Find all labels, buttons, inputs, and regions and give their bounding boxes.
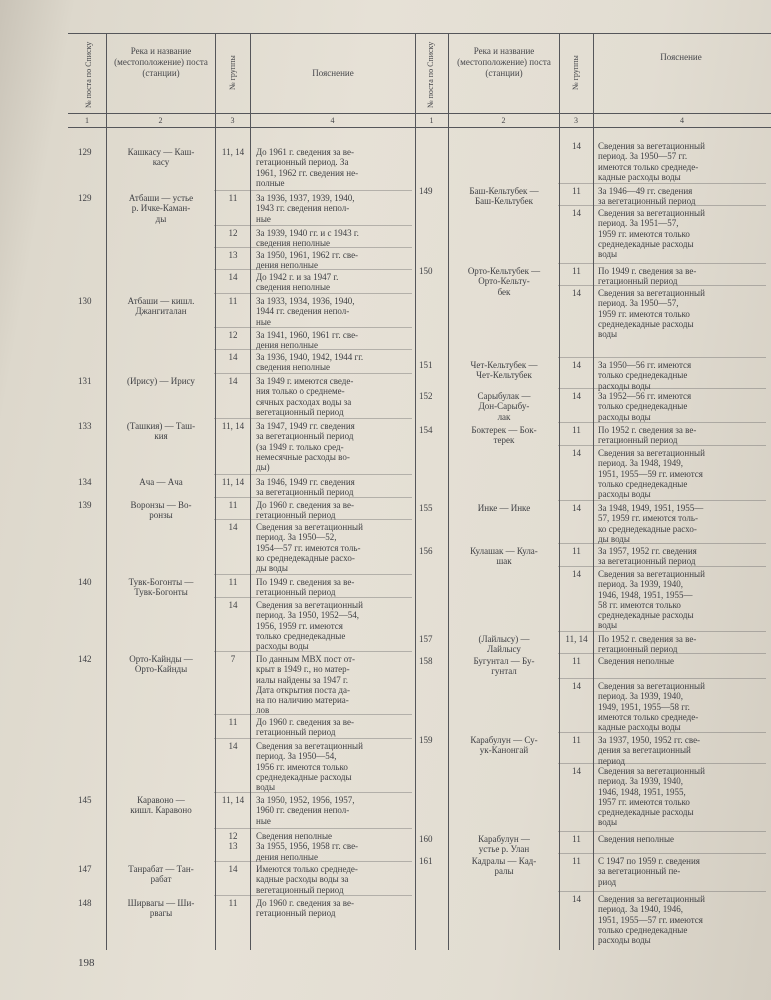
post-number: 134	[78, 477, 92, 487]
column-number: 2	[501, 116, 506, 125]
group-number: 11, 14	[221, 477, 245, 487]
station-name: Инке — Инке	[477, 503, 531, 513]
row-separator	[558, 831, 766, 832]
post-number: 133	[78, 421, 92, 431]
post-number: 147	[78, 864, 92, 874]
group-number: 14	[228, 272, 238, 282]
group-number: 14	[572, 569, 581, 579]
header-group-number: № группы	[228, 55, 237, 90]
group-number: 14	[572, 141, 581, 151]
row-separator	[558, 631, 766, 632]
explanation-text: До 1960 г. сведения за ве- гетационный период	[256, 717, 354, 738]
middle-divider	[415, 33, 416, 950]
explanation-text: С 1947 по 1959 г. сведения за вегетационный пе- риод	[598, 856, 700, 887]
col-divider	[215, 33, 216, 950]
row-separator	[214, 651, 412, 652]
explanation-text: За 1957, 1952 гг. сведения за вегетационный период	[598, 546, 697, 567]
group-number: 11	[228, 898, 238, 908]
explanation-text: До 1960 г. сведения за ве- гетационный период	[256, 898, 354, 919]
row-separator	[214, 293, 412, 294]
group-number: 11	[572, 186, 581, 196]
post-number: 156	[419, 546, 433, 556]
explanation-text: По 1952 г. сведения за ве- гетационный период	[598, 425, 697, 446]
row-separator	[214, 269, 412, 270]
post-number: 150	[419, 266, 433, 276]
column-number: 4	[330, 116, 335, 125]
explanation-text: Сведения неполные	[598, 656, 675, 666]
post-number: 140	[78, 577, 92, 587]
row-separator	[214, 574, 412, 575]
post-number: 131	[78, 376, 92, 386]
post-number: 154	[419, 425, 433, 435]
group-number: 13	[228, 250, 238, 260]
post-number: 159	[419, 735, 433, 745]
header-explanation: Пояснение	[660, 52, 702, 62]
station-name: (Лайлысу) — Лайлысу	[478, 634, 530, 655]
row-separator	[558, 357, 766, 358]
post-number: 157	[419, 634, 433, 644]
group-number: 14	[572, 766, 581, 776]
group-number: 14	[572, 208, 581, 218]
row-separator	[214, 474, 412, 475]
station-name: (Ташкия) — Таш- кия	[126, 421, 196, 442]
row-separator	[558, 853, 766, 854]
row-separator	[558, 653, 766, 654]
explanation-text: За 1946, 1949 гг. сведения за вегетационный период	[256, 477, 355, 498]
explanation-text: Сведения за вегетационный период. За 1951—57, 1959 гг. имеются только среднедекадные расходы воды	[598, 208, 705, 260]
explanation-text: Сведения за вегетационный период. За 1950—52, 1954—57 гг. имеются толь- ко среднедекадные расхо- ды воды	[256, 522, 363, 574]
station-name: Карабулун — Су- ук-Канонгай	[470, 735, 538, 756]
station-name: Ача — Ача	[139, 477, 183, 487]
explanation-text: За 1933, 1934, 1936, 1940, 1944 гг. сведения непол- ные	[256, 296, 355, 327]
group-number: 11, 14	[221, 795, 245, 805]
row-separator	[214, 418, 412, 419]
group-number: 14	[228, 864, 238, 874]
station-name: Сарыбулак — Дон-Сарыбу- лак	[477, 391, 531, 422]
post-number: 155	[419, 503, 433, 513]
explanation-text: Сведения за вегетационный период. За 1939, 1940, 1949, 1951, 1955—58 гг. имеются только среднеде- кадные расходы воды	[598, 681, 705, 733]
explanation-text: Сведения за вегетационный период. За 1950—54, 1956 гг. имеются только среднедекадные расходы воды	[256, 741, 363, 793]
station-name: Кадралы — Кад- ралы	[471, 856, 537, 877]
group-number: 14	[572, 503, 581, 513]
explanation-text: Сведения неполные За 1955, 1956, 1958 гг. све- дения неполные	[256, 831, 359, 862]
group-number: 11	[572, 834, 581, 844]
group-number: 12	[228, 330, 238, 340]
col-divider	[448, 33, 449, 950]
column-number: 2	[158, 116, 163, 125]
explanation-text: За 1941, 1960, 1961 гг. све- дения неполные	[256, 330, 359, 351]
group-number: 14	[572, 448, 581, 458]
station-name: Атбаши — кишл. Джангиталан	[127, 296, 195, 317]
post-number: 149	[419, 186, 433, 196]
group-number: 11	[228, 296, 238, 306]
explanation-text: Сведения за вегетационный период. За 1940, 1946, 1951, 1955—57 гг. имеются только среднедекадные расходы воды	[598, 894, 705, 946]
group-number: 11	[572, 656, 581, 666]
row-separator	[558, 445, 766, 446]
row-separator	[558, 566, 766, 567]
station-name: Танрабат — Тан- рабат	[128, 864, 194, 885]
post-number: 130	[78, 296, 92, 306]
group-number: 11	[228, 193, 238, 203]
row-separator	[214, 327, 412, 328]
row-separator	[214, 895, 412, 896]
post-number: 139	[78, 500, 92, 510]
explanation-text: По 1952 г. сведения за ве- гетационный период	[598, 634, 697, 655]
column-number: 1	[429, 116, 434, 125]
post-number: 160	[419, 834, 433, 844]
header-post-number: № поста по Списку	[84, 41, 93, 108]
row-separator	[558, 285, 766, 286]
explanation-text: За 1952—56 гг. имеются только среднедекадные расходы воды	[598, 391, 692, 422]
explanation-text: Имеются только среднеде- кадные расходы воды за вегетационный период	[256, 864, 358, 895]
station-name: Воронзы — Во- ронзы	[130, 500, 192, 521]
station-name: Чет-Кельтубек — Чет-Кельтубек	[470, 360, 538, 381]
explanation-text: До 1960 г. сведения за ве- гетационный период	[256, 500, 354, 521]
station-name: Атбаши — устье р. Ичке-Каман- ды	[128, 193, 194, 224]
colnum-bottom-border	[68, 127, 771, 128]
station-name: Каравоно — кишл. Каравоно	[130, 795, 192, 816]
explanation-text: Сведения неполные	[598, 834, 675, 844]
group-number: 11	[228, 500, 238, 510]
group-number: 14	[572, 391, 581, 401]
post-number: 129	[78, 147, 92, 157]
explanation-text: Сведения за вегетационный период. За 1950, 1952—54, 1956, 1959 гг. имеются только среднедекадные расходы воды	[256, 600, 363, 652]
row-separator	[214, 247, 412, 248]
header-bottom-border	[68, 113, 771, 114]
group-number: 14	[572, 288, 581, 298]
station-name: Баш-Кельтубек — Баш-Кельтубек	[469, 186, 539, 207]
row-separator	[558, 500, 766, 501]
col-divider	[250, 33, 251, 950]
group-number: 11	[572, 856, 581, 866]
header-post-number: № поста по Списку	[426, 41, 435, 108]
row-separator	[558, 732, 766, 733]
header-group-number: № группы	[571, 55, 580, 90]
post-number: 142	[78, 654, 92, 664]
explanation-text: За 1936, 1937, 1939, 1940, 1943 гг. сведения непол- ные	[256, 193, 355, 224]
group-number: 12	[228, 228, 238, 238]
station-name: Орто-Кельтубек — Орто-Кельту- бек	[467, 266, 541, 297]
group-number: 7	[230, 654, 236, 664]
explanation-text: За 1948, 1949, 1951, 1955— 57, 1959 гг. имеются толь- ко среднедекадные расхо- ды воды	[598, 503, 704, 544]
column-number: 3	[574, 116, 578, 125]
column-number: 3	[230, 116, 235, 125]
explanation-text: За 1950—56 гг. имеются только среднедекадные расходы воды	[598, 360, 692, 391]
explanation-text: До 1961 г. сведения за ве- гетационный период. За 1961, 1962 гг. сведения не- полные	[256, 147, 359, 188]
explanation-text: По данным МВХ пост от- крыт в 1949 г., но матер- иалы найдены за 1947 г. Дата открытия поста да- на по наличию материа- лов	[256, 654, 356, 716]
row-separator	[558, 678, 766, 679]
post-number: 129	[78, 193, 92, 203]
station-name: Кашкасу — Каш- касу	[127, 147, 195, 168]
group-number: 14	[572, 360, 581, 370]
group-number: 14	[228, 741, 238, 751]
explanation-text: За 1936, 1940, 1942, 1944 гг. сведения неполные	[256, 352, 364, 373]
page-number: 198	[78, 957, 95, 969]
group-number: 14	[228, 600, 238, 610]
group-number: 14	[228, 376, 238, 386]
explanation-text: За 1947, 1949 гг. сведения за вегетационный период (за 1949 г. только сред- немесячные расходы во- ды)	[256, 421, 355, 473]
table-top-border	[68, 33, 771, 34]
row-separator	[558, 422, 766, 423]
post-number: 145	[78, 795, 92, 805]
station-name: Ширвагы — Ши- рвагы	[127, 898, 195, 919]
explanation-text: За 1950, 1961, 1962 гг. све- дения неполные	[256, 250, 359, 271]
explanation-text: Сведения за вегетационный период. За 1948, 1949, 1951, 1955—59 гг. имеются только среднедекадные расходы воды	[598, 448, 705, 500]
row-separator	[558, 388, 766, 389]
group-number: 11, 14	[221, 147, 245, 157]
post-number: 161	[419, 856, 433, 866]
post-number: 151	[419, 360, 433, 370]
header-explanation: Пояснение	[312, 68, 354, 78]
group-number: 11	[228, 717, 238, 727]
row-separator	[558, 183, 766, 184]
station-name: Орто-Кайнды — Орто-Кайнды	[129, 654, 193, 675]
group-number: 14	[572, 681, 581, 691]
row-separator	[214, 792, 412, 793]
explanation-text: По 1949 г. сведения за ве- гетационный период	[598, 266, 697, 287]
explanation-text: За 1939, 1940 гг. и с 1943 г. сведения неполные	[256, 228, 359, 249]
station-name: Кулашак — Кула- шак	[470, 546, 538, 567]
station-name: Карабулун — устье р. Улан	[478, 834, 530, 855]
row-separator	[558, 891, 766, 892]
row-separator	[558, 543, 766, 544]
explanation-text: За 1949 г. имеются сведе- ния только о среднеме- сячных расходах воды за вегетационный период	[256, 376, 354, 417]
row-separator	[214, 738, 412, 739]
col-divider	[106, 33, 107, 950]
row-separator	[558, 763, 766, 764]
group-number: 14	[228, 352, 238, 362]
column-number: 4	[680, 116, 684, 125]
column-number: 1	[85, 116, 89, 125]
group-number: 11	[572, 425, 581, 435]
col-divider	[559, 33, 560, 950]
group-number: 11	[572, 266, 581, 276]
explanation-text: Сведения за вегетационный период. За 1939, 1940, 1946, 1948, 1951, 1955, 1957 гг. имеются только среднедекадные расходы воды	[598, 766, 705, 828]
post-number: 158	[419, 656, 433, 666]
explanation-text: До 1942 г. и за 1947 г. сведения неполные	[256, 272, 339, 293]
group-number: 12 13	[228, 831, 238, 852]
row-separator	[214, 714, 412, 715]
group-number: 11, 14	[565, 634, 588, 644]
group-number: 11, 14	[221, 421, 245, 431]
group-number: 11	[572, 546, 581, 556]
explanation-text: Сведения за вегетационный период. За 1950—57 гг. имеются только среднеде- кадные расходы воды	[598, 141, 705, 182]
station-name: (Ирису) — Ирису	[127, 376, 195, 386]
col-divider	[593, 33, 594, 950]
station-name: Боктерек — Бок- терек	[471, 425, 537, 446]
row-separator	[214, 225, 412, 226]
header-river-name: Река и название (местоположение) поста (станции)	[457, 46, 551, 78]
row-separator	[558, 263, 766, 264]
row-separator	[214, 519, 412, 520]
group-number: 11	[228, 577, 238, 587]
row-separator	[214, 861, 412, 862]
group-number: 11	[572, 735, 581, 745]
group-number: 14	[572, 894, 581, 904]
station-name: Бугунтал — Бу- гунтал	[473, 656, 535, 677]
row-separator	[214, 828, 412, 829]
station-name: Тувк-Богонты — Тувк-Богонты	[128, 577, 194, 598]
explanation-text: Сведения за вегетационный период. За 1950—57, 1959 гг. имеются только среднедекадные расходы воды	[598, 288, 705, 340]
explanation-text: За 1950, 1952, 1956, 1957, 1960 гг. сведения непол- ные	[256, 795, 355, 826]
post-number: 152	[419, 391, 433, 401]
group-number: 14	[228, 522, 238, 532]
header-river-name: Река и название (местоположение) поста (станции)	[114, 46, 208, 78]
explanation-text: Сведения за вегетационный период. За 1939, 1940, 1946, 1948, 1951, 1955— 58 гг. имеются только среднедекадные расходы воды	[598, 569, 705, 631]
row-separator	[214, 597, 412, 598]
explanation-text: По 1949 г. сведения за ве- гетационный период	[256, 577, 355, 598]
row-separator	[214, 497, 412, 498]
explanation-text: За 1946—49 гг. сведения за вегетационный период	[598, 186, 696, 207]
row-separator	[214, 349, 412, 350]
row-separator	[558, 205, 766, 206]
row-separator	[214, 190, 412, 191]
row-separator	[214, 373, 412, 374]
post-number: 148	[78, 898, 92, 908]
explanation-text: За 1937, 1950, 1952 гг. све- дения за вегетационный период	[598, 735, 701, 766]
